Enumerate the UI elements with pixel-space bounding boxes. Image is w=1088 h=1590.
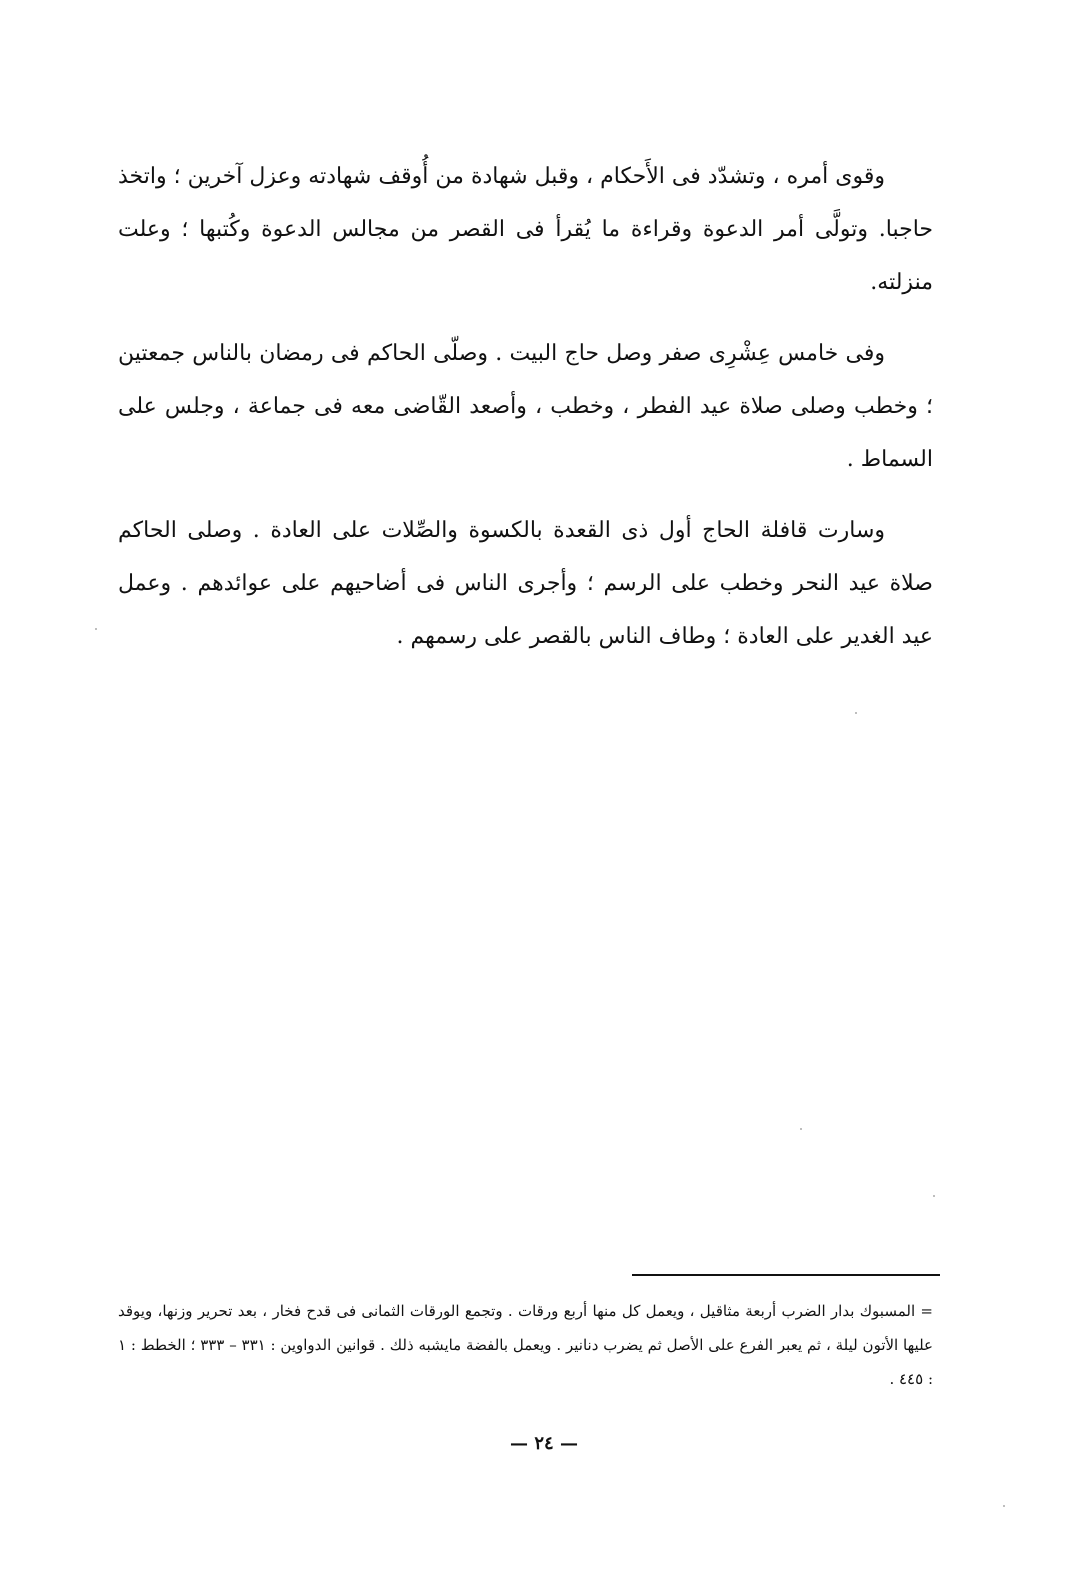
paragraph-3: وسارت قافلة الحاج أول ذى القعدة بالكسوة والصِّلات على العادة . وصلى الحاكم صلاة عيد النحر وخطب على الرسم ؛ وأجرى الناس فى أضاحيهم على عوائدهم . وعمل عيد الغدير على العادة ؛ وطاف الناس بالقصر على رسمهم . bbox=[118, 518, 933, 649]
paper-speck bbox=[800, 1128, 802, 1130]
page-number: — ٢٤ — bbox=[510, 1433, 578, 1454]
paper-speck bbox=[855, 712, 857, 714]
footnote-divider bbox=[632, 1274, 940, 1276]
paragraph-1: وقوى أمره ، وتشدّد فى الأَحكام ، وقبل شهادة من أُوقف شهادته وعزل آخرين ؛ واتخذ حاجبا. وتولَّى أمر الدعوة وقراءة ما يُقرأ فى القصر من مجالس الدعوة وكُتبها ؛ وعلت منزلته. bbox=[118, 164, 933, 295]
paper-speck bbox=[1003, 1505, 1005, 1507]
paper-speck bbox=[933, 1195, 935, 1197]
paragraph-2: وفى خامس عِشْرِى صفر وصل حاج البيت . وصلّى الحاكم فى رمضان بالناس جمعتين ؛ وخطب وصلى صلاة عيد الفطر ، وخطب ، وأصعد القّاضى معه فى جماعة ، وجلس على السماط . bbox=[118, 341, 933, 472]
main-text bbox=[118, 150, 933, 663]
footnotes bbox=[118, 1294, 933, 1396]
footnote-1: = المسبوك بدار الضرب أربعة مثاقيل ، ويعمل كل منها أربع ورقات . وتجمع الورقات الثمانى فى قدح فخار ، بعد تحرير وزنها، ويوقد عليها الأتون ليلة ، ثم يعبر الفرع على الأصل ثم يضرب دنانير . ويعمل بالفضة مايشبه ذلك . قوانين الدواوين : ٣٣١ – ٣٣٣ ؛ الخطط : ١ : ٤٤٥ . bbox=[118, 1302, 933, 1388]
paper-speck bbox=[95, 628, 97, 630]
